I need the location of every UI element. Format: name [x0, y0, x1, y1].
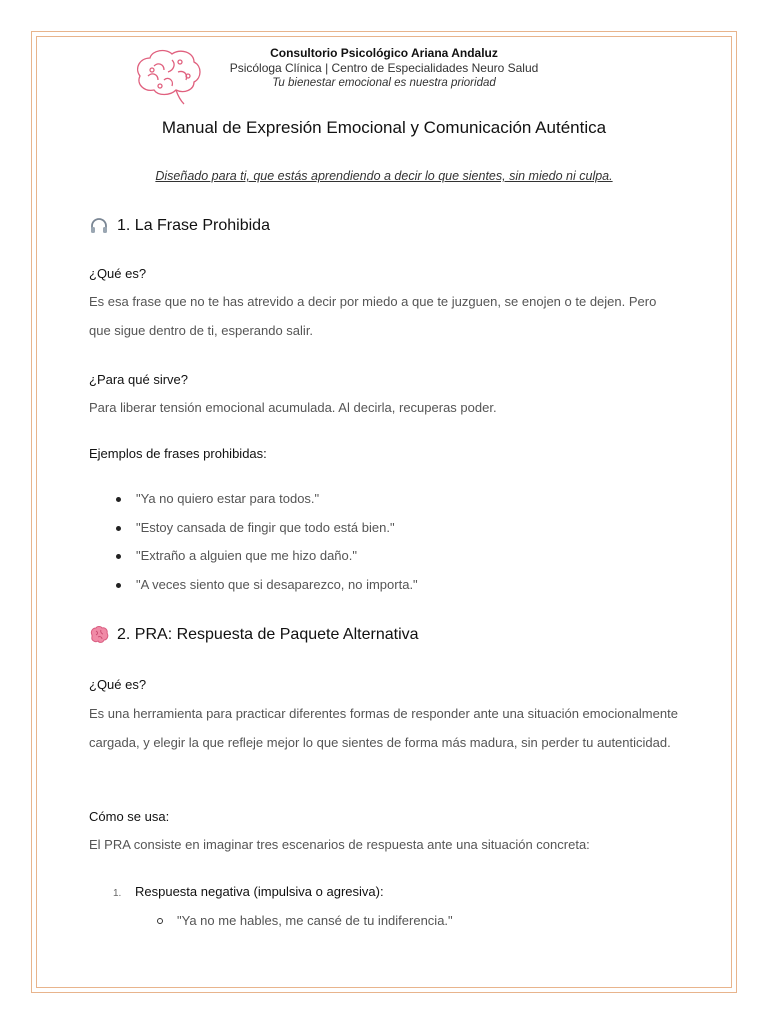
section-1-what-text: Es esa frase que no te has atrevido a decir por miedo a que te juzguen, se enojen o te dejen. Pero que sigue dentro de ti, esperando salir.	[89, 294, 657, 338]
item-label: Respuesta negativa (impulsiva o agresiva):	[135, 884, 384, 899]
document-title: Manual de Expresión Emocional y Comunicación Auténtica	[161, 118, 607, 137]
circle-bullet-icon	[157, 918, 163, 924]
section-2-howto-text: El PRA consiste en imaginar tres escenarios de respuesta ante una situación concreta:	[89, 837, 590, 852]
list-item: "Ya no quiero estar para todos."	[116, 485, 418, 514]
list-item: "Extraño a alguien que me hizo daño."	[116, 542, 418, 571]
brain-icon	[89, 625, 109, 645]
clinic-subtitle: Psicóloga Clínica | Centro de Especialidades Neuro Salud	[229, 61, 539, 75]
clinic-tagline: Tu bienestar emocional es nuestra prioridad	[272, 77, 496, 89]
item-number: 1.	[113, 888, 122, 899]
section-1-purpose-label: ¿Para qué sirve?	[89, 372, 188, 387]
list-item: "Estoy cansada de fingir que todo está bien."	[116, 514, 418, 543]
sub-list-item	[157, 913, 453, 928]
headphones-icon	[89, 216, 109, 236]
section-1-what-label: ¿Qué es?	[89, 266, 147, 281]
clinic-name: Consultorio Psicológico Ariana Andaluz	[270, 46, 498, 60]
sub-item-text: "Ya no me hables, me cansé de tu indiferencia."	[177, 913, 453, 928]
section-1-examples-label: Ejemplos de frases prohibidas:	[89, 446, 267, 461]
section-1-purpose-text: Para liberar tensión emocional acumulada. Al decirla, recuperas poder.	[89, 400, 497, 415]
section-1-heading	[89, 216, 270, 236]
document-dedication: Diseñado para ti, que estás aprendiendo a decir lo que sientes, sin miedo ni culpa.	[155, 169, 613, 183]
examples-list	[116, 485, 418, 599]
section-2-title: 2. PRA: Respuesta de Paquete Alternativa	[117, 626, 419, 643]
letterhead	[0, 46, 768, 91]
section-2-what-label: ¿Qué es?	[89, 677, 147, 692]
list-item: "A veces siento que si desaparezco, no importa."	[116, 571, 418, 600]
section-1-title: 1. La Frase Prohibida	[117, 217, 270, 234]
section-2-what-text: Es una herramienta para practicar diferentes formas de responder ante una situación emocionalmente cargada, y elegir la que refleje mejor lo que sientes de forma más madura, sin perder tu autenticidad.	[89, 706, 678, 750]
section-2-heading	[89, 625, 419, 645]
numbered-item	[113, 884, 384, 899]
section-2-howto-label: Cómo se usa:	[89, 809, 170, 824]
